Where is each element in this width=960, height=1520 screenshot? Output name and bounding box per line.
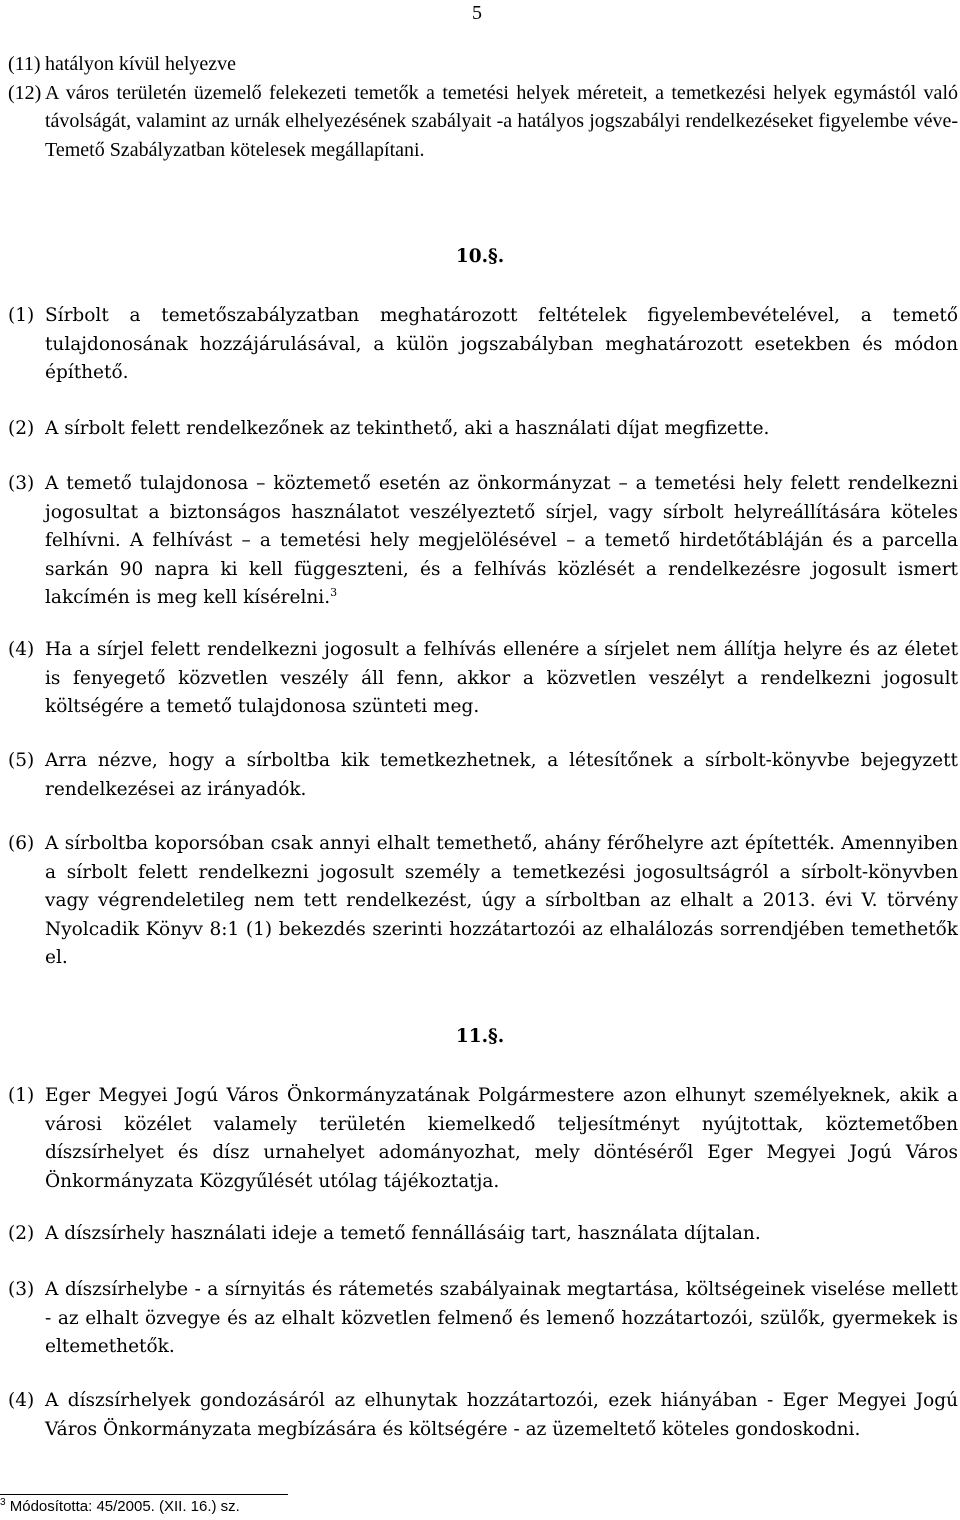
paragraph-text: A díszsírhelyek gondozásáról az elhunytak hozzátartozói, ezek hiányában - Eger Megyei Jogú Város Önkormányzata megbízására és költségére - az üzemeltető köteles gondoskodni. — [45, 1390, 958, 1440]
intro-block — [8, 50, 958, 164]
paragraph-number: (1) — [8, 1085, 35, 1106]
section-11-paragraph-1 — [8, 1082, 958, 1196]
paragraph-number: (4) — [8, 1390, 35, 1411]
paragraph-11 — [8, 50, 958, 79]
paragraph-number: (3) — [8, 473, 35, 494]
paragraph-text: A sírbolt felett rendelkezőnek az tekinthető, aki a használati díjat megfizette. — [45, 418, 770, 439]
section-11-paragraph-3 — [8, 1276, 958, 1362]
paragraph-12 — [8, 79, 958, 165]
paragraph-number: (2) — [8, 418, 35, 439]
section-10-paragraph-4 — [8, 636, 958, 722]
paragraph-text: Arra nézve, hogy a sírboltba kik temetkezhetnek, a létesítőnek a sírbolt-könyvbe bejegyzett rendelkezései az irányadók. — [45, 750, 958, 800]
paragraph-text: Eger Megyei Jogú Város Önkormányzatának Polgármestere azon elhunyt személyeknek, akik a városi közélet valamely területén kiemelkedő teljesítményt nyújtottak, köztemetőben díszsírhelyet és dísz urnahelyet adományozhat, mely döntéséről Eger Megyei Jogú Város Önkormányzata Közgyűlését utólag tájékoztatja. — [45, 1085, 958, 1192]
paragraph-number: (4) — [8, 639, 35, 660]
paragraph-text: Ha a sírjel felett rendelkezni jogosult a felhívás ellenére a sírjelet nem állítja helyre és az életet is fenyegető közvetlen veszély áll fenn, akkor a közvetlen veszélyt a rendelkezni jogosult költségére a temető tulajdonosa szünteti meg. — [45, 639, 958, 718]
footnote-reference: 3 — [330, 586, 338, 600]
paragraph-text: A díszsírhelybe - a sírnyitás és rátemetés szabályainak megtartása, költségeinek viselése mellett - az elhalt özvegye és az elhalt közvetlen felmenő és lemenő hozzátartozói, szülők, gyermekek is eltemethetők. — [45, 1279, 958, 1358]
paragraph-text: Sírbolt a temetőszabályzatban meghatározott feltételek figyelembevételével, a temető tulajdonosának hozzájárulásával, a külön jogszabályban meghatározott esetekben és módon építhető. — [45, 305, 958, 384]
paragraph-text: A sírboltba koporsóban csak annyi elhalt temethető, ahány férőhelyre azt építették. Amennyiben a sírbolt felett rendelkezni jogosult személy a temetkezési jogosultságról a sírbolt-könyvben vagy végrendeletileg nem tett rendelkezést, úgy a sírboltban az elhalt a 2013. évi V. törvény Nyolcadik Könyv 8:1 (1) bekezdés szerinti hozzátartozói az elhalálozás sorrendjében temethetők el. — [45, 833, 958, 969]
footnote-separator — [0, 1494, 288, 1495]
paragraph-number: (11) — [8, 53, 41, 75]
paragraph-number: (3) — [8, 1279, 35, 1300]
section-10-paragraph-1 — [8, 302, 958, 388]
footnote-text: Módosította: 45/2005. (XII. 16.) sz. — [9, 1498, 240, 1515]
paragraph-number: (5) — [8, 750, 35, 771]
footnote-number: 3 — [0, 1497, 6, 1508]
page-number: 5 — [472, 2, 482, 24]
section-11-paragraph-2 — [8, 1220, 958, 1249]
section-11-paragraph-4 — [8, 1387, 958, 1444]
section-10-paragraph-3 — [8, 470, 958, 613]
paragraph-number: (1) — [8, 305, 35, 326]
section-10-paragraph-6 — [8, 830, 958, 973]
paragraph-text: A város területén üzemelő felekezeti temetők a temetési helyek méreteit, a temetkezési helyek egymástól való távolságát, valamint az urnák elhelyezésének szabályait -a hatályos jogszabályi rendelkezéseket figyelembe véve- Temető Szabályzatban kötelesek megállapítani. — [45, 81, 958, 161]
section-title-11: 11.§. — [455, 1026, 505, 1047]
paragraph-text: A temető tulajdonosa – köztemető esetén az önkormányzat – a temetési hely felett rendelkezni jogosultat a biztonságos használatot veszélyeztető sírjel, vagy sírbolt helyreállítására köteles felhívni. A felhívást – a temetési hely megjelölésével – a temető hirdetőtábláján és a parcella sarkán 90 napra ki kell függeszteni, és a felhívás közlését a rendelkezésre jogosult ismert lakcímén is meg kell kísérelni. — [45, 473, 958, 609]
section-title-10: 10.§. — [455, 246, 505, 267]
section-10-paragraph-2 — [8, 415, 958, 444]
paragraph-text: A díszsírhely használati ideje a temető fennállásáig tart, használata díjtalan. — [45, 1223, 761, 1244]
paragraph-text: hatályon kívül helyezve — [45, 53, 237, 75]
section-10-paragraph-5 — [8, 747, 958, 804]
paragraph-number: (6) — [8, 833, 35, 854]
footnote — [0, 1498, 240, 1515]
paragraph-number: (12) — [8, 81, 42, 104]
paragraph-number: (2) — [8, 1223, 35, 1244]
